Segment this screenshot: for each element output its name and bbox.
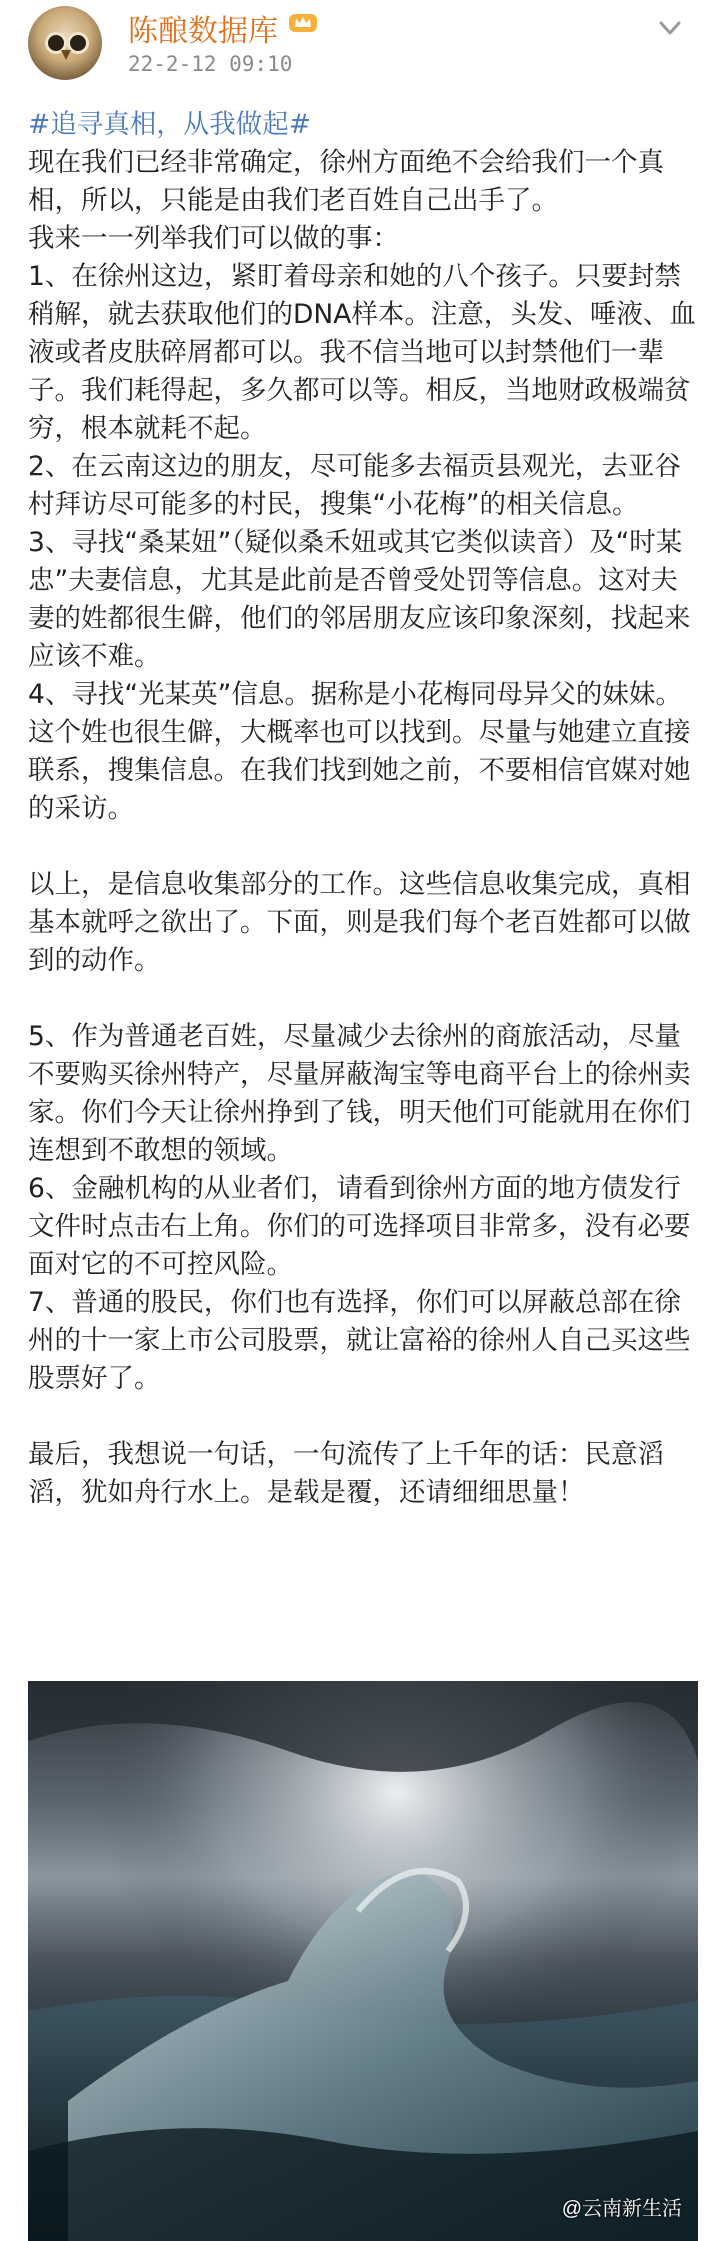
username[interactable]: 陈酿数据库 [128, 14, 278, 49]
paragraph-item-5: 5、作为普通老百姓，尽量减少去徐州的商旅活动，尽量不要购买徐州特产，尽量屏蔽淘宝等电商平台上的徐州卖家。你们今天让徐州挣到了钱，明天他们可能就用在你们连想到不敢想的领域。 [28, 1021, 691, 1166]
paragraph-intro: 现在我们已经非常确定，徐州方面绝不会给我们一个真相，所以，只能是由我们老百姓自己出手了。 [28, 147, 664, 216]
hashtag-link[interactable]: #追寻真相，从我做起# [28, 109, 311, 140]
paragraph-gap [28, 828, 696, 866]
paragraph-item-6: 6、金融机构的从业者们，请看到徐州方面的地方债发行文件时点击右上角。你们的可选择项目非常多，没有必要面对它的不可控风险。 [28, 1173, 691, 1280]
vip-crown-icon [288, 10, 318, 34]
paragraph-list-intro: 我来一一列举我们可以做的事： [28, 223, 399, 254]
paragraph-gap [28, 980, 696, 1018]
paragraph-item-2: 2、在云南这边的朋友，尽可能多去福贡县观光，去亚谷村拜访尽可能多的村民，搜集“小花梅”的相关信息。 [28, 451, 681, 520]
paragraph-item-3: 3、寻找“桑某妞”（疑似桑禾妞或其它类似读音）及“时某忠”夫妻信息，尤其是此前是否曾受处罚等信息。这对夫妻的姓都很生僻，他们的邻居朋友应该印象深刻，找起来应该不难。 [28, 527, 691, 672]
paragraph-closing: 最后，我想说一句话，一句流传了上千年的话：民意滔滔，犹如舟行水上。是载是覆，还请细细思量！ [28, 1439, 664, 1508]
post-timestamp: 22-2-12 09:10 [128, 52, 293, 76]
post-header [0, 0, 720, 110]
avatar[interactable] [28, 6, 102, 80]
post-body [28, 106, 696, 1512]
image-watermark: @云南新生活 [561, 2198, 682, 2220]
paragraph-summary: 以上，是信息收集部分的工作。这些信息收集完成，真相基本就呼之欲出了。下面，则是我们每个老百姓都可以做到的动作。 [28, 869, 691, 976]
chevron-down-icon[interactable] [652, 10, 688, 46]
paragraph-item-7: 7、普通的股民，你们也有选择，你们可以屏蔽总部在徐州的十一家上市公司股票，就让富裕的徐州人自己买这些股票好了。 [28, 1287, 691, 1394]
owl-beak [61, 50, 71, 60]
wave-illustration [28, 1681, 698, 2241]
post-image-ocean-wave[interactable] [28, 1681, 698, 2241]
paragraph-item-4: 4、寻找“光某英”信息。据称是小花梅同母异父的妹妹。这个姓也很生僻，大概率也可以找到。尽量与她建立直接联系，搜集信息。在我们找到她之前，不要相信官媒对她的采访。 [28, 679, 691, 824]
paragraph-gap [28, 1398, 696, 1436]
paragraph-item-1: 1、在徐州这边，紧盯着母亲和她的八个孩子。只要封禁稍解，就去获取他们的DNA样本。注意，头发、唾液、血液或者皮肤碎屑都可以。我不信当地可以封禁他们一辈子。我们耗得起，多久都可以等。相反，当地财政极端贫穷，根本就耗不起。 [28, 261, 696, 444]
